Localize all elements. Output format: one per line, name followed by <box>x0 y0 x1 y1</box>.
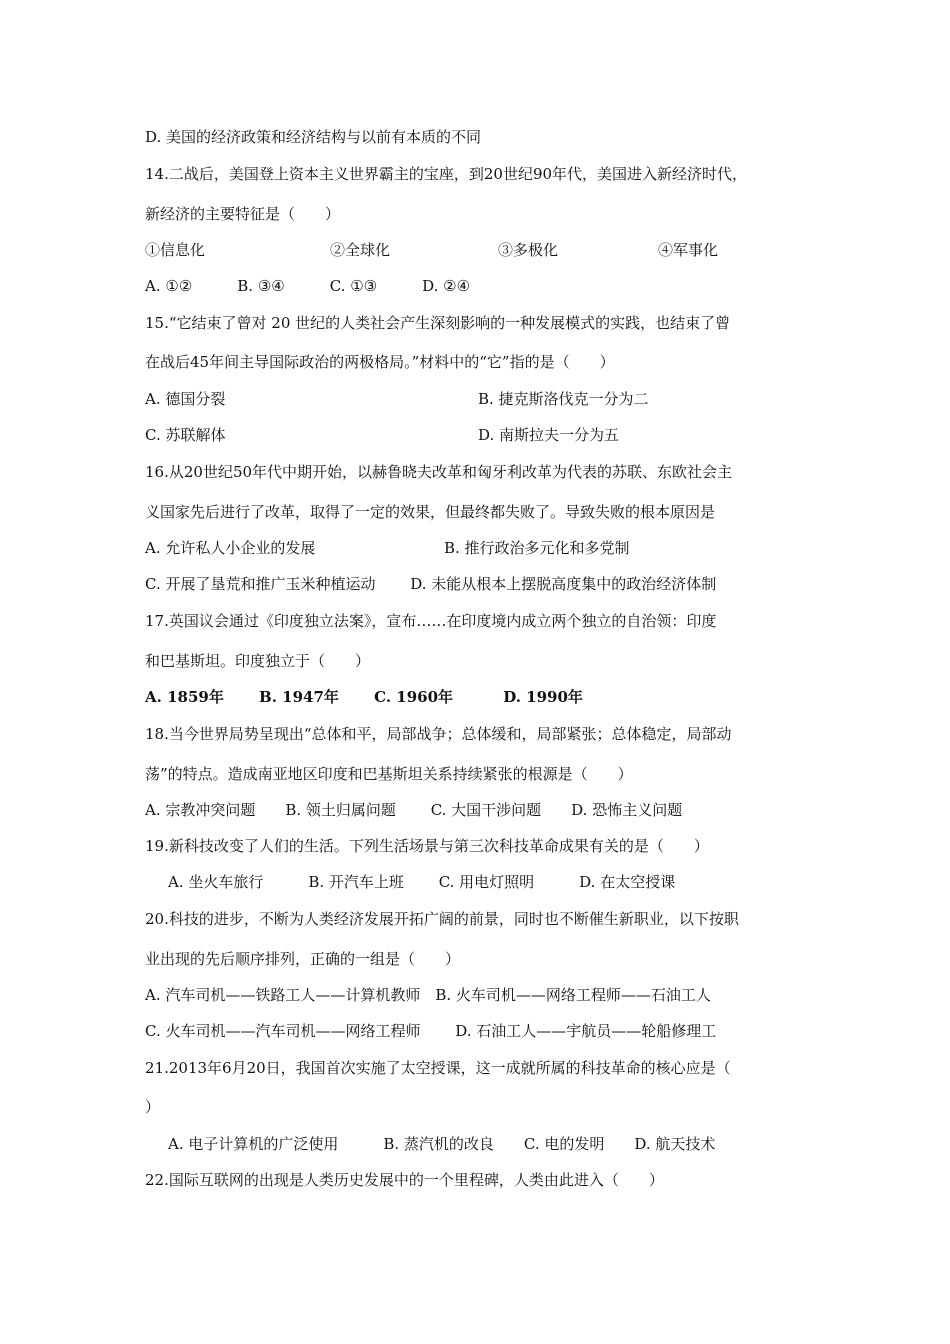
q15-option-c: C. 苏联解体 <box>145 426 226 444</box>
q15-option-b: B. 捷克斯洛伐克一分为二 <box>478 390 649 408</box>
q16-option-a: A. 允许私人小企业的发展 <box>145 539 316 557</box>
q13-option-d: D. 美国的经济政策和经济结构与以前有本质的不同 <box>145 128 482 146</box>
q18-stem-line1: 18.当今世界局势呈现出“总体和平，局部战争；总体缓和，局部紧张；总体稳定，局部动 <box>145 725 732 743</box>
q18-options: A. 宗教冲突问题 B. 领土归属问题 C. 大国干涉问题 D. 恐怖主义问题 <box>145 801 683 819</box>
q17-stem-line1: 17.英国议会通过《印度独立法案》，宣布……在印度境内成立两个独立的自治领：印度 <box>145 612 717 630</box>
q19-options: A. 坐火车旅行 B. 开汽车上班 C. 用电灯照明 D. 在太空授课 <box>168 873 676 891</box>
q21-stem-line2: ） <box>145 1098 161 1116</box>
q17-options: A. 1859年 B. 1947年 C. 1960年 D. 1990年 <box>145 688 583 706</box>
q19-stem: 19.新科技改变了人们的生活。下列生活场景与第三次科技革命成果有关的是（ ） <box>145 837 709 855</box>
q14-stem-line2: 新经济的主要特征是（ ） <box>145 205 341 223</box>
q22-stem: 22.国际互联网的出现是人类历史发展中的一个里程碑，人类由此进入（ ） <box>145 1171 664 1189</box>
q16-option-b: B. 推行政治多元化和多党制 <box>444 539 630 557</box>
q14-item-2: ②全球化 <box>330 241 391 259</box>
q20-stem-line1: 20.科技的进步，不断为人类经济发展开拓广阔的前景，同时也不断催生新职业，以下按职 <box>145 910 739 928</box>
q16-stem-line2: 义国家先后进行了改革，取得了一定的效果，但最终都失败了。导致失败的根本原因是 <box>145 503 716 521</box>
q14-item-3: ③多极化 <box>498 241 559 259</box>
q14-item-4: ④军事化 <box>658 241 719 259</box>
q15-option-a: A. 德国分裂 <box>145 390 226 408</box>
q18-stem-line2: 荡”的特点。造成南亚地区印度和巴基斯坦关系持续紧张的根源是（ ） <box>145 765 633 783</box>
q21-stem-line1: 21.2013年6月20日，我国首次实施了太空授课，这一成就所属的科技革命的核心应是（ <box>145 1059 731 1077</box>
q16-options-cd: C. 开展了垦荒和推广玉米种植运动 D. 未能从根本上摆脱高度集中的政治经济体制 <box>145 575 717 593</box>
q15-option-d: D. 南斯拉夫一分为五 <box>478 426 620 444</box>
q20-options-cd: C. 火车司机——汽车司机——网络工程师 D. 石油工人——宇航员——轮船修理工 <box>145 1022 717 1040</box>
q21-options: A. 电子计算机的广泛使用 B. 蒸汽机的改良 C. 电的发明 D. 航天技术 <box>168 1135 716 1153</box>
q14-stem-line1: 14.二战后，美国登上资本主义世界霸主的宝座，到20世纪90年代，美国进入新经济时代， <box>145 165 748 183</box>
q15-stem-line1: 15.“它结束了曾对 20 世纪的人类社会产生深刻影响的一种发展模式的实践，也结束了曾 <box>145 314 731 332</box>
q14-options: A. ①② B. ③④ C. ①③ D. ②④ <box>145 277 471 295</box>
q14-item-1: ①信息化 <box>145 241 206 259</box>
q20-options-ab: A. 汽车司机——铁路工人——计算机教师 B. 火车司机——网络工程师——石油工人 <box>145 986 711 1004</box>
q15-stem-line2: 在战后45年间主导国际政治的两极格局。”材料中的“它”指的是（ ） <box>145 353 615 371</box>
q17-stem-line2: 和巴基斯坦。印度独立于（ ） <box>145 652 371 670</box>
q20-stem-line2: 业出现的先后顺序排列，正确的一组是（ ） <box>145 950 461 968</box>
q16-stem-line1: 16.从20世纪50年代中期开始，以赫鲁晓夫改革和匈牙利改革为代表的苏联、东欧社会主 <box>145 463 733 481</box>
